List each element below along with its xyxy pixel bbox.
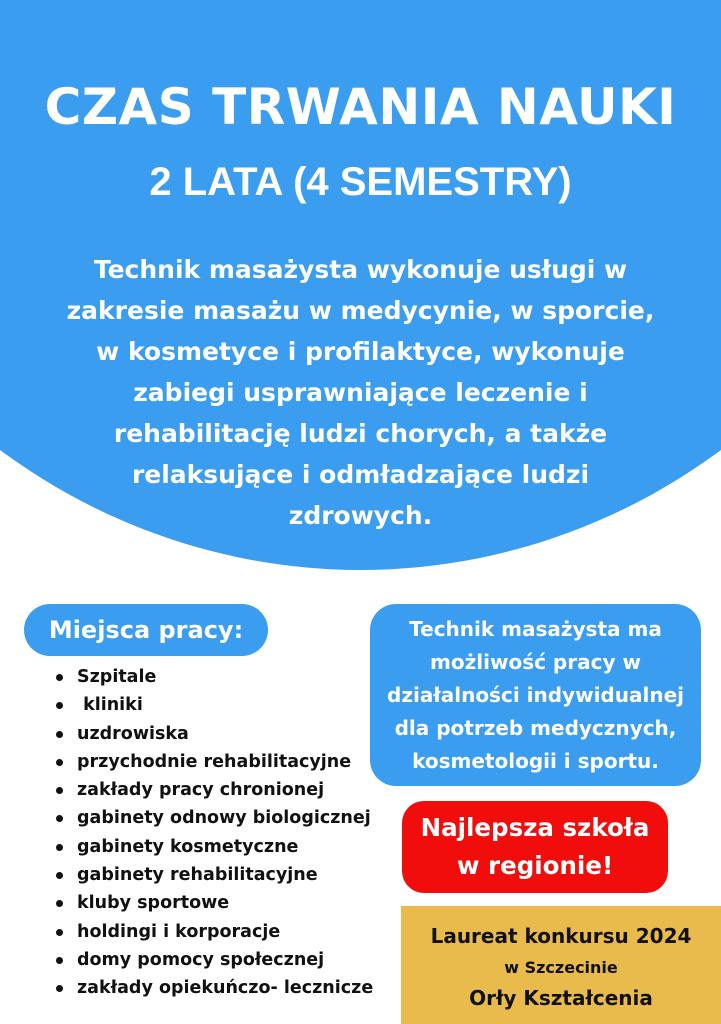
list-item: zakłady pracy chronionej [52,776,373,804]
description-line: rehabilitację ludzi chorych, a także [113,419,608,448]
duration-subtitle: 2 LATA (4 SEMESTRY) [149,160,572,204]
individual-line: działalności indywidualnej [387,682,684,707]
list-item: gabinety kosmetyczne [52,833,373,861]
description-line: relaksujące i odmładzające ludzi [131,460,590,489]
list-item: kliniki [52,691,373,719]
list-item: gabinety rehabilitacyjne [52,861,373,889]
award-title: Laureat konkursu 2024 [430,924,692,948]
list-item: uzdrowiska [52,720,373,748]
best-school-badge [402,801,668,893]
description-line: w kosmetyce i profilaktyce, wykonuje [96,337,625,366]
best-line: w regionie! [456,851,614,880]
award-box [401,906,721,1024]
list-item: zakłady opiekuńczo- lecznicze [52,974,373,1002]
description-line: zakresie masażu w medycynie, w sporcie, [66,296,655,325]
individual-line: kosmetologii i sportu. [412,748,659,773]
list-item: kluby sportowe [52,889,373,917]
award-name: Orły Kształcenia [469,986,653,1010]
workplaces-label: Miejsca pracy: [24,604,268,656]
list-item: przychodnie rehabilitacyjne [52,748,373,776]
individual-line: dla potrzeb medycznych, [394,715,677,740]
individual-line: Technik masażysta ma [409,616,662,641]
list-item: Szpitale [52,663,373,691]
best-line: Najlepsza szkoła [420,813,650,842]
individual-practice-box [370,604,701,786]
list-item: gabinety odnowy biologicznej [52,804,373,832]
individual-line: możliwość pracy w [430,649,641,674]
workplaces-list [52,663,373,1003]
award-location: w Szczecinie [504,958,618,977]
description-line: zabiegi usprawniające leczenie i [133,378,588,407]
profession-description [50,249,671,536]
list-item: domy pomocy społecznej [52,946,373,974]
page-title: CZAS TRWANIA NAUKI [44,78,677,136]
description-line: Technik masażysta wykonuje usługi w [93,255,628,284]
description-line: zdrowych. [288,501,433,530]
list-item: holdingi i korporacje [52,918,373,946]
